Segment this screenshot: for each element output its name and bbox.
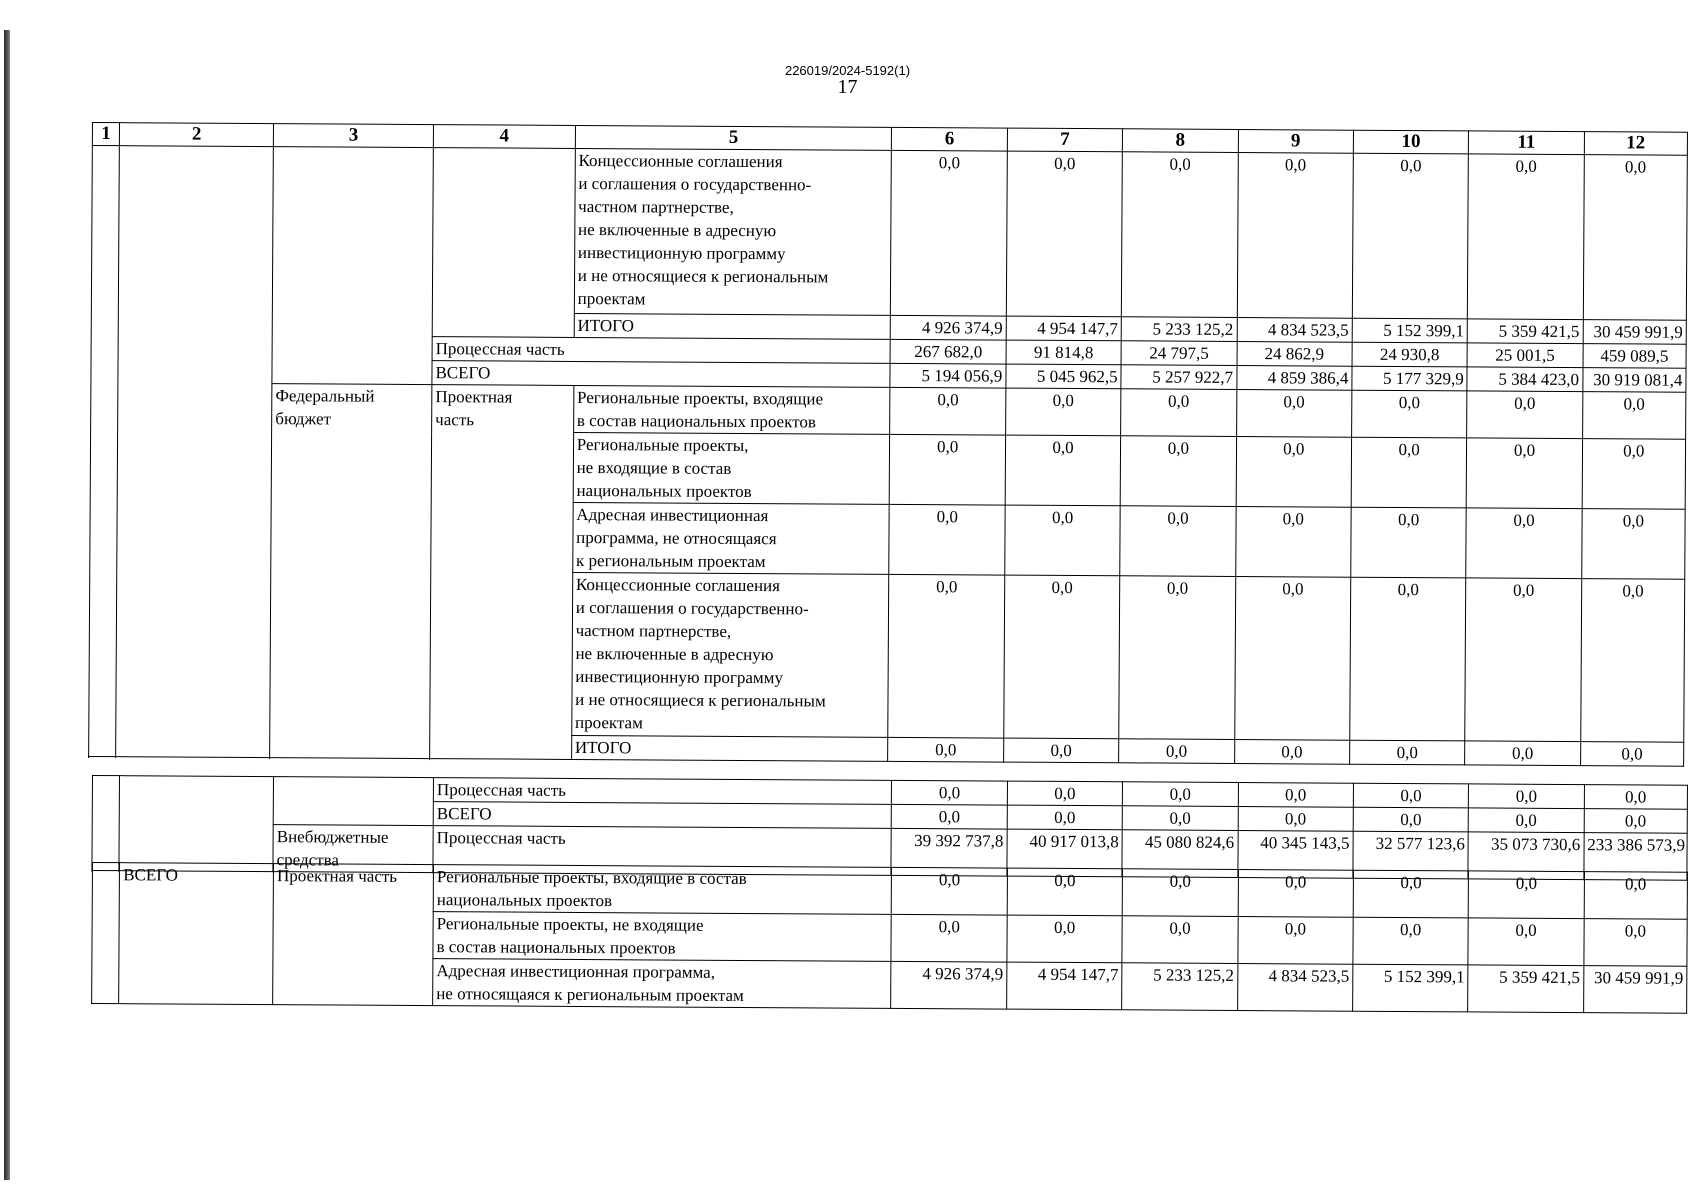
row-label-reg-in-national: Региональные проекты, входящие в состав национальных проектов [433, 865, 892, 915]
value-cell: 0,0 [1353, 783, 1469, 808]
row-label-vsego: ВСЕГО [433, 802, 892, 829]
value-cell: 0,0 [1468, 871, 1584, 919]
value-cell: 0,0 [1122, 152, 1238, 318]
col-number: 3 [273, 124, 433, 148]
value-cell: 0,0 [1121, 389, 1237, 437]
value-cell: 0,0 [1352, 153, 1468, 319]
value-cell: 5 359 421,5 [1467, 319, 1583, 344]
value-cell: 0,0 [1007, 805, 1123, 830]
value-cell: 0,0 [1468, 808, 1584, 833]
value-cell: 0,0 [1236, 389, 1352, 437]
value-cell: 0,0 [1350, 577, 1466, 741]
value-cell: 0,0 [1465, 578, 1581, 742]
value-cell: 0,0 [1005, 505, 1121, 576]
value-cell: 91 814,8 [1006, 340, 1122, 365]
value-cell: 0,0 [1466, 438, 1582, 509]
value-cell: 0,0 [888, 574, 1004, 738]
col-number: 12 [1584, 132, 1687, 156]
value-cell: 35 073 730,6 [1468, 832, 1584, 880]
value-cell: 0,0 [1122, 806, 1238, 831]
registration-stamp: 226019/2024-5192(1) [784, 63, 911, 78]
value-cell: 0,0 [1466, 508, 1582, 579]
value-cell: 0,0 [1119, 576, 1235, 740]
col-number: 1 [92, 123, 119, 146]
col4-blank [432, 148, 575, 338]
value-cell: 0,0 [1122, 916, 1238, 964]
row-label-concession: Концессионные соглашения и соглашения о государственно- частном партнерстве, не включенные в адресную инвестиционную программу и не относящиеся к региональным проектам [571, 572, 889, 737]
value-cell: 24 862,9 [1237, 341, 1353, 366]
value-cell: 5 233 125,2 [1121, 317, 1237, 342]
value-cell: 4 859 386,4 [1236, 365, 1352, 390]
value-cell: 0,0 [888, 737, 1004, 762]
col2-blank [119, 776, 273, 872]
value-cell: 0,0 [1584, 809, 1688, 834]
col-number: 11 [1469, 131, 1584, 155]
value-cell: 0,0 [1007, 915, 1123, 963]
value-cell: 0,0 [1238, 870, 1354, 918]
value-cell: 5 384 423,0 [1467, 367, 1583, 392]
row-label-aip: Адресная инвестиционная программа, не относящаяся к региональным проектам [572, 502, 889, 574]
group-extrabudget: Внебюджетные средства [273, 825, 433, 873]
value-cell: 0,0 [892, 780, 1008, 805]
value-cell: 24 930,8 [1352, 342, 1468, 367]
value-cell: 0,0 [1234, 739, 1350, 764]
value-cell: 0,0 [1237, 916, 1353, 964]
scan-edge-shadow [4, 30, 10, 1180]
table-row [91, 382, 1686, 439]
value-cell: 0,0 [1468, 154, 1584, 320]
value-cell: 5 257 922,7 [1121, 365, 1237, 390]
budget-table-total [91, 862, 1688, 1014]
value-cell: 4 834 523,5 [1237, 317, 1353, 342]
row-label-process: Процессная часть [432, 337, 891, 364]
value-cell: 0,0 [1004, 575, 1120, 739]
value-cell: 0,0 [1235, 506, 1351, 577]
value-cell: 0,0 [1580, 742, 1684, 767]
value-cell: 5 152 399,1 [1352, 318, 1468, 343]
group-federal-budget: Федеральный бюджет [270, 384, 432, 759]
value-cell: 4 926 374,9 [891, 961, 1007, 1009]
budget-table [88, 122, 1688, 767]
row-label-reg-not-in-national: Региональные проекты, не входящие в состав национальных проектов [433, 912, 892, 962]
value-cell: 40 917 013,8 [1007, 829, 1123, 877]
col1-blank [92, 776, 120, 871]
row-label-concession: Концессионные соглашения и соглашения о государственно- частном партнерстве, не включенные в адресную инвестиционную программу и не относящиеся к региональным проектам [574, 148, 892, 315]
value-cell: 0,0 [1468, 918, 1584, 966]
value-cell: 24 797,5 [1121, 341, 1237, 366]
col2-blank [116, 146, 274, 758]
value-cell: 5 152 399,1 [1353, 964, 1469, 1012]
value-cell: 0,0 [1582, 392, 1686, 440]
value-cell: 0,0 [1584, 785, 1688, 810]
value-cell: 0,0 [1120, 436, 1236, 507]
value-cell: 0,0 [892, 804, 1008, 829]
row-label-itogo: ИТОГО [571, 735, 888, 761]
col1-blank [92, 863, 120, 1004]
value-cell: 0,0 [1238, 783, 1354, 808]
value-cell: 0,0 [1467, 391, 1583, 439]
value-cell: 0,0 [1469, 784, 1585, 809]
value-cell: 0,0 [1123, 782, 1239, 807]
value-cell: 25 001,5 [1467, 343, 1583, 368]
value-cell: 0,0 [1234, 576, 1350, 740]
subgroup-project-part: Проектная часть [430, 385, 574, 760]
value-cell: 5 045 962,5 [1006, 364, 1122, 389]
col-number: 6 [892, 127, 1007, 151]
value-cell: 267 682,0 [891, 339, 1007, 364]
value-cell: 0,0 [1351, 437, 1467, 508]
value-cell: 0,0 [890, 387, 1006, 435]
row-label-reg-not-in-national: Региональные проекты, не входящие в состав национальных проектов [573, 432, 890, 504]
group-vsego: ВСЕГО [119, 863, 274, 1005]
col3-federal-cont [273, 777, 433, 826]
value-cell: 39 392 737,8 [891, 828, 1007, 876]
value-cell: 0,0 [1581, 509, 1685, 580]
value-cell: 0,0 [1003, 738, 1119, 763]
value-cell: 233 386 573,9 [1584, 833, 1688, 881]
row-label-process: Процессная часть [433, 826, 892, 876]
value-cell: 5 177 329,9 [1352, 366, 1468, 391]
value-cell: 0,0 [1119, 739, 1235, 764]
value-cell: 459 089,5 [1583, 344, 1687, 369]
row-label-itogo: ИТОГО [574, 313, 891, 339]
value-cell: 30 919 081,4 [1583, 368, 1687, 393]
value-cell: 0,0 [1580, 579, 1684, 743]
col-number: 5 [575, 125, 892, 150]
row-label-reg-in-national: Региональные проекты, входящие в состав национальных проектов [573, 385, 890, 434]
value-cell: 0,0 [891, 914, 1007, 962]
value-cell: 0,0 [1120, 506, 1236, 577]
value-cell: 0,0 [1353, 807, 1469, 832]
value-cell: 4 926 374,9 [891, 315, 1007, 340]
value-cell: 40 345 143,5 [1237, 830, 1353, 878]
value-cell: 0,0 [890, 434, 1006, 505]
value-cell: 4 954 147,7 [1006, 962, 1122, 1010]
value-cell: 0,0 [1237, 153, 1353, 319]
value-cell: 0,0 [1351, 507, 1467, 578]
table-row [91, 146, 1687, 321]
value-cell: 32 577 123,6 [1353, 831, 1469, 879]
value-cell: 0,0 [1005, 435, 1121, 506]
col-number: 10 [1353, 130, 1468, 154]
row-label-vsego: ВСЕГО [432, 361, 891, 388]
col-number: 7 [1007, 128, 1122, 152]
value-cell: 0,0 [889, 504, 1005, 575]
value-cell: 0,0 [1238, 807, 1354, 832]
value-cell: 4 834 523,5 [1237, 963, 1353, 1011]
value-cell: 0,0 [1582, 439, 1686, 510]
value-cell: 0,0 [1007, 868, 1123, 916]
value-cell: 5 359 421,5 [1468, 965, 1584, 1013]
col-number: 9 [1238, 130, 1353, 154]
value-cell: 0,0 [1006, 151, 1122, 317]
value-cell: 0,0 [1350, 740, 1466, 765]
value-cell: 0,0 [1005, 388, 1121, 436]
value-cell: 30 459 991,9 [1583, 966, 1687, 1014]
value-cell: 0,0 [892, 867, 1008, 915]
col-number: 8 [1123, 129, 1238, 153]
row-label-aip: Адресная инвестиционная программа, не относящаяся к региональным проектам [433, 959, 892, 1009]
value-cell: 45 080 824,6 [1122, 830, 1238, 878]
col-number: 4 [433, 125, 575, 149]
value-cell: 0,0 [891, 150, 1007, 316]
value-cell: 5 233 125,2 [1122, 963, 1238, 1011]
value-cell: 0,0 [1583, 155, 1687, 321]
col3-blank [272, 147, 433, 385]
value-cell: 5 194 056,9 [890, 363, 1006, 388]
value-cell: 0,0 [1353, 870, 1469, 918]
value-cell: 0,0 [1007, 781, 1123, 806]
value-cell: 0,0 [1584, 872, 1688, 920]
row-label-process: Процессная часть [433, 778, 892, 805]
subgroup-project-part: Проектная часть [273, 864, 434, 1006]
col1-blank [89, 146, 120, 757]
value-cell: 0,0 [1584, 919, 1688, 967]
value-cell: 0,0 [1122, 869, 1238, 917]
table-row [92, 863, 1687, 920]
value-cell: 30 459 991,9 [1583, 320, 1687, 345]
col-number: 2 [120, 123, 274, 147]
value-cell: 0,0 [1236, 436, 1352, 507]
value-cell: 4 954 147,7 [1006, 316, 1122, 341]
page-number: 17 [837, 76, 858, 98]
value-cell: 0,0 [1352, 390, 1468, 438]
value-cell: 0,0 [1353, 917, 1469, 965]
value-cell: 0,0 [1465, 741, 1581, 766]
